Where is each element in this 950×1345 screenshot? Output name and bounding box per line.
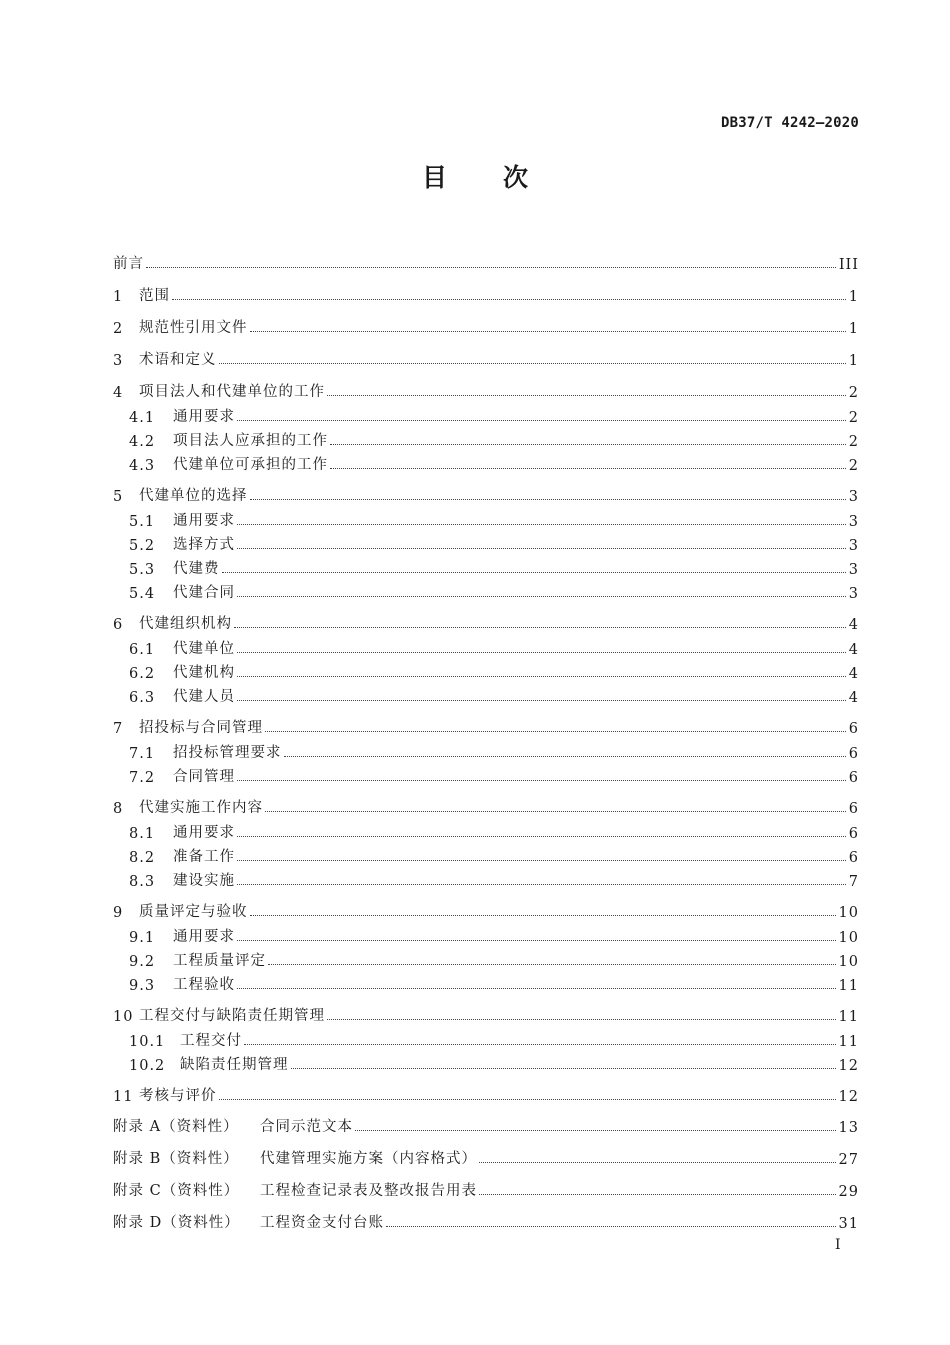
toc-leader-dots [330, 468, 846, 469]
toc-entry[interactable] [0, 738, 950, 762]
toc-entry[interactable] [0, 1144, 950, 1168]
toc-entry-label: 前言 [113, 256, 144, 272]
toc-entry-label: 工程交付 [180, 1033, 242, 1049]
toc-leader-dots [265, 811, 846, 812]
toc-entry[interactable] [0, 1050, 950, 1074]
toc-entry-page: 2 [848, 385, 859, 401]
toc-entry-number: 7.1 [129, 746, 156, 762]
toc-entry-page: 1 [848, 289, 859, 305]
toc-entry-label: 范围 [139, 288, 170, 304]
toc-entry[interactable] [0, 713, 950, 737]
toc-leader-dots [291, 1068, 836, 1069]
toc-entry-page: 6 [848, 826, 859, 842]
toc-entry[interactable] [0, 866, 950, 890]
toc-entry-label: 代建实施工作内容 [139, 800, 263, 816]
toc-entry[interactable] [0, 682, 950, 706]
toc-entry-label: 招投标与合同管理 [139, 720, 263, 736]
toc-leader-dots [330, 444, 846, 445]
toc-leader-dots [219, 1099, 836, 1100]
toc-leader-dots [284, 756, 846, 757]
toc-entry-page: 2 [848, 434, 859, 450]
toc-entry-label: 项目法人应承担的工作 [173, 433, 328, 449]
toc-entry-label: 缺陷责任期管理 [180, 1057, 289, 1073]
toc-leader-dots [237, 836, 846, 837]
toc-entry-number: 8 [113, 801, 124, 817]
toc-leader-dots [237, 988, 836, 989]
toc-entry-label: 项目法人和代建单位的工作 [139, 384, 325, 400]
toc-leader-dots [237, 860, 846, 861]
toc-entry-number: 10.2 [129, 1058, 166, 1074]
toc-leader-dots [237, 548, 846, 549]
toc-entry-label: 代建单位的选择 [139, 488, 248, 504]
toc-entry-page: 3 [848, 538, 859, 554]
toc-entry-number: 4.2 [129, 434, 156, 450]
toc-entry-label: 代建机构 [173, 665, 235, 681]
toc-leader-dots [355, 1130, 836, 1131]
toc-entry-number: 6 [113, 617, 124, 633]
toc-leader-dots [146, 267, 836, 268]
toc-entry-page: 3 [848, 514, 859, 530]
toc-entry-label: 准备工作 [173, 849, 235, 865]
toc-entry-label: 规范性引用文件 [139, 320, 248, 336]
toc-entry-number: 附录 C（资料性） [113, 1183, 240, 1199]
toc-entry-label: 代建组织机构 [139, 616, 232, 632]
toc-entry-number: 5.1 [129, 514, 156, 530]
toc-entry-number: 5.3 [129, 562, 156, 578]
toc-entry-label: 代建合同 [173, 585, 235, 601]
toc-entry-number: 附录 B（资料性） [113, 1151, 239, 1167]
toc-entry[interactable] [0, 249, 950, 273]
toc-entry-number: 附录 A（资料性） [113, 1119, 239, 1135]
toc-entry-number: 6.2 [129, 666, 156, 682]
toc-entry[interactable] [0, 377, 950, 401]
toc-entry[interactable] [0, 818, 950, 842]
toc-entry-page: 1 [848, 353, 859, 369]
toc-entry-number: 9.2 [129, 954, 156, 970]
toc-entry[interactable] [0, 1176, 950, 1200]
toc-entry-number: 10.1 [129, 1034, 166, 1050]
toc-entry-page: 13 [838, 1120, 859, 1136]
toc-entry-page: 6 [848, 850, 859, 866]
toc-entry-page: 10 [838, 930, 859, 946]
toc-leader-dots [237, 940, 836, 941]
toc-entry-page: 7 [848, 874, 859, 890]
toc-leader-dots [237, 596, 846, 597]
toc-entry-page: 4 [848, 690, 859, 706]
toc-entry-number: 4.1 [129, 410, 156, 426]
toc-entry[interactable] [0, 1026, 950, 1050]
toc-entry-page: 6 [848, 721, 859, 737]
toc-entry-number: 10 [113, 1009, 134, 1025]
toc-leader-dots [237, 884, 846, 885]
toc-entry[interactable] [0, 634, 950, 658]
toc-entry-page: 6 [848, 770, 859, 786]
toc-entry[interactable] [0, 762, 950, 786]
toc-entry[interactable] [0, 313, 950, 337]
toc-entry-number: 5 [113, 489, 124, 505]
toc-entry-number: 2 [113, 321, 124, 337]
toc-entry-number: 9 [113, 905, 124, 921]
toc-leader-dots [327, 395, 846, 396]
toc-leader-dots [479, 1194, 836, 1195]
toc-entry-number: 8.3 [129, 874, 156, 890]
toc-entry-number: 4 [113, 385, 124, 401]
toc-entry-page: 11 [838, 978, 859, 994]
toc-entry[interactable] [0, 506, 950, 530]
toc-entry[interactable] [0, 1001, 950, 1025]
toc-entry-page: 3 [848, 489, 859, 505]
toc-entry-label: 建设实施 [173, 873, 235, 889]
toc-leader-dots [237, 524, 846, 525]
toc-leader-dots [244, 1044, 836, 1045]
toc-entry[interactable] [0, 970, 950, 994]
toc-entry-page: 6 [848, 801, 859, 817]
toc-entry-label: 代建管理实施方案（内容格式） [260, 1151, 477, 1167]
toc-entry-page: 12 [838, 1058, 859, 1074]
toc-entry-page: 3 [848, 586, 859, 602]
toc-entry-page: 4 [848, 617, 859, 633]
toc-entry[interactable] [0, 554, 950, 578]
toc-leader-dots [237, 780, 846, 781]
toc-entry[interactable] [0, 1112, 950, 1136]
toc-entry-page: 11 [838, 1009, 859, 1025]
toc-leader-dots [265, 731, 846, 732]
toc-entry-label: 考核与评价 [139, 1088, 217, 1104]
toc-entry[interactable] [0, 578, 950, 602]
toc-entry-label: 工程验收 [173, 977, 235, 993]
toc-leader-dots [234, 627, 846, 628]
toc-entry-number: 11 [113, 1089, 134, 1105]
toc-entry-page: III [838, 257, 859, 273]
toc-entry-label: 代建费 [173, 561, 220, 577]
toc-entry[interactable] [0, 658, 950, 682]
toc-entry-label: 合同示范文本 [260, 1119, 353, 1135]
toc-entry-label: 招投标管理要求 [173, 745, 282, 761]
toc-entry[interactable] [0, 426, 950, 450]
toc-entry[interactable] [0, 530, 950, 554]
toc-entry[interactable] [0, 481, 950, 505]
toc-leader-dots [479, 1162, 836, 1163]
toc-entry-number: 8.2 [129, 850, 156, 866]
toc-entry-number: 7.2 [129, 770, 156, 786]
toc-leader-dots [268, 964, 836, 965]
toc-leader-dots [237, 420, 846, 421]
toc-entry[interactable] [0, 609, 950, 633]
toc-entry[interactable] [0, 345, 950, 369]
toc-entry-number: 4.3 [129, 458, 156, 474]
toc-leader-dots [250, 499, 846, 500]
toc-entry-number: 9.1 [129, 930, 156, 946]
page-title-char-2: 次 [503, 163, 529, 192]
toc-entry-label: 代建单位可承担的工作 [173, 457, 328, 473]
toc-entry-label: 通用要求 [173, 825, 235, 841]
toc-entry[interactable] [0, 922, 950, 946]
toc-entry-page: 4 [848, 666, 859, 682]
toc-entry-number: 5.4 [129, 586, 156, 602]
toc-entry-number: 9.3 [129, 978, 156, 994]
toc-leader-dots [237, 700, 846, 701]
toc-entry-label: 工程检查记录表及整改报告用表 [260, 1183, 477, 1199]
toc-entry-label: 术语和定义 [139, 352, 217, 368]
toc-entry[interactable] [0, 402, 950, 426]
toc-entry-page: 1 [848, 321, 859, 337]
toc-entry-page: 12 [838, 1089, 859, 1105]
toc-entry-page: 2 [848, 458, 859, 474]
toc-entry-number: 5.2 [129, 538, 156, 554]
toc-entry-page: 6 [848, 746, 859, 762]
toc-entry-label: 工程质量评定 [173, 953, 266, 969]
toc-entry-number: 8.1 [129, 826, 156, 842]
toc-entry-page: 2 [848, 410, 859, 426]
toc-entry[interactable] [0, 842, 950, 866]
toc-entry-page: 31 [838, 1216, 859, 1232]
toc-entry-label: 工程交付与缺陷责任期管理 [139, 1008, 325, 1024]
toc-entry-page: 27 [838, 1152, 859, 1168]
toc-entry[interactable] [0, 946, 950, 970]
toc-entry-number: 附录 D（资料性） [113, 1215, 240, 1231]
toc-entry-label: 选择方式 [173, 537, 235, 553]
toc-leader-dots [237, 652, 846, 653]
page-number: I [835, 1237, 841, 1253]
toc-entry-page: 4 [848, 642, 859, 658]
toc-entry-number: 3 [113, 353, 124, 369]
toc-leader-dots [386, 1226, 836, 1227]
toc-entry-label: 工程资金支付台账 [260, 1215, 384, 1231]
toc-entry-label: 通用要求 [173, 409, 235, 425]
toc-entry-number: 7 [113, 721, 124, 737]
toc-entry[interactable] [0, 1208, 950, 1232]
toc-entry-number: 6.1 [129, 642, 156, 658]
toc-entry-page: 11 [838, 1034, 859, 1050]
toc-entry[interactable] [0, 793, 950, 817]
toc-entry[interactable] [0, 897, 950, 921]
toc-leader-dots [250, 915, 836, 916]
toc-entry-number: 6.3 [129, 690, 156, 706]
toc-entry[interactable] [0, 1081, 950, 1105]
toc-entry-page: 29 [838, 1184, 859, 1200]
standard-code: DB37/T 4242—2020 [720, 115, 859, 131]
toc-leader-dots [237, 676, 846, 677]
toc-entry-label: 质量评定与验收 [139, 904, 248, 920]
toc-entry-page: 10 [838, 954, 859, 970]
toc-entry-number: 1 [113, 289, 124, 305]
toc-entry-label: 代建人员 [173, 689, 235, 705]
toc-leader-dots [172, 299, 846, 300]
toc-entry-label: 通用要求 [173, 513, 235, 529]
toc-entry-label: 通用要求 [173, 929, 235, 945]
toc-entry[interactable] [0, 450, 950, 474]
toc-leader-dots [219, 363, 846, 364]
toc-entry-label: 合同管理 [173, 769, 235, 785]
toc-leader-dots [327, 1019, 836, 1020]
toc-entry[interactable] [0, 281, 950, 305]
page-title-char-1: 目 [421, 163, 447, 192]
toc-entry-page: 10 [838, 905, 859, 921]
toc-leader-dots [250, 331, 846, 332]
toc-entry-label: 代建单位 [173, 641, 235, 657]
toc-leader-dots [222, 572, 846, 573]
toc-entry-page: 3 [848, 562, 859, 578]
